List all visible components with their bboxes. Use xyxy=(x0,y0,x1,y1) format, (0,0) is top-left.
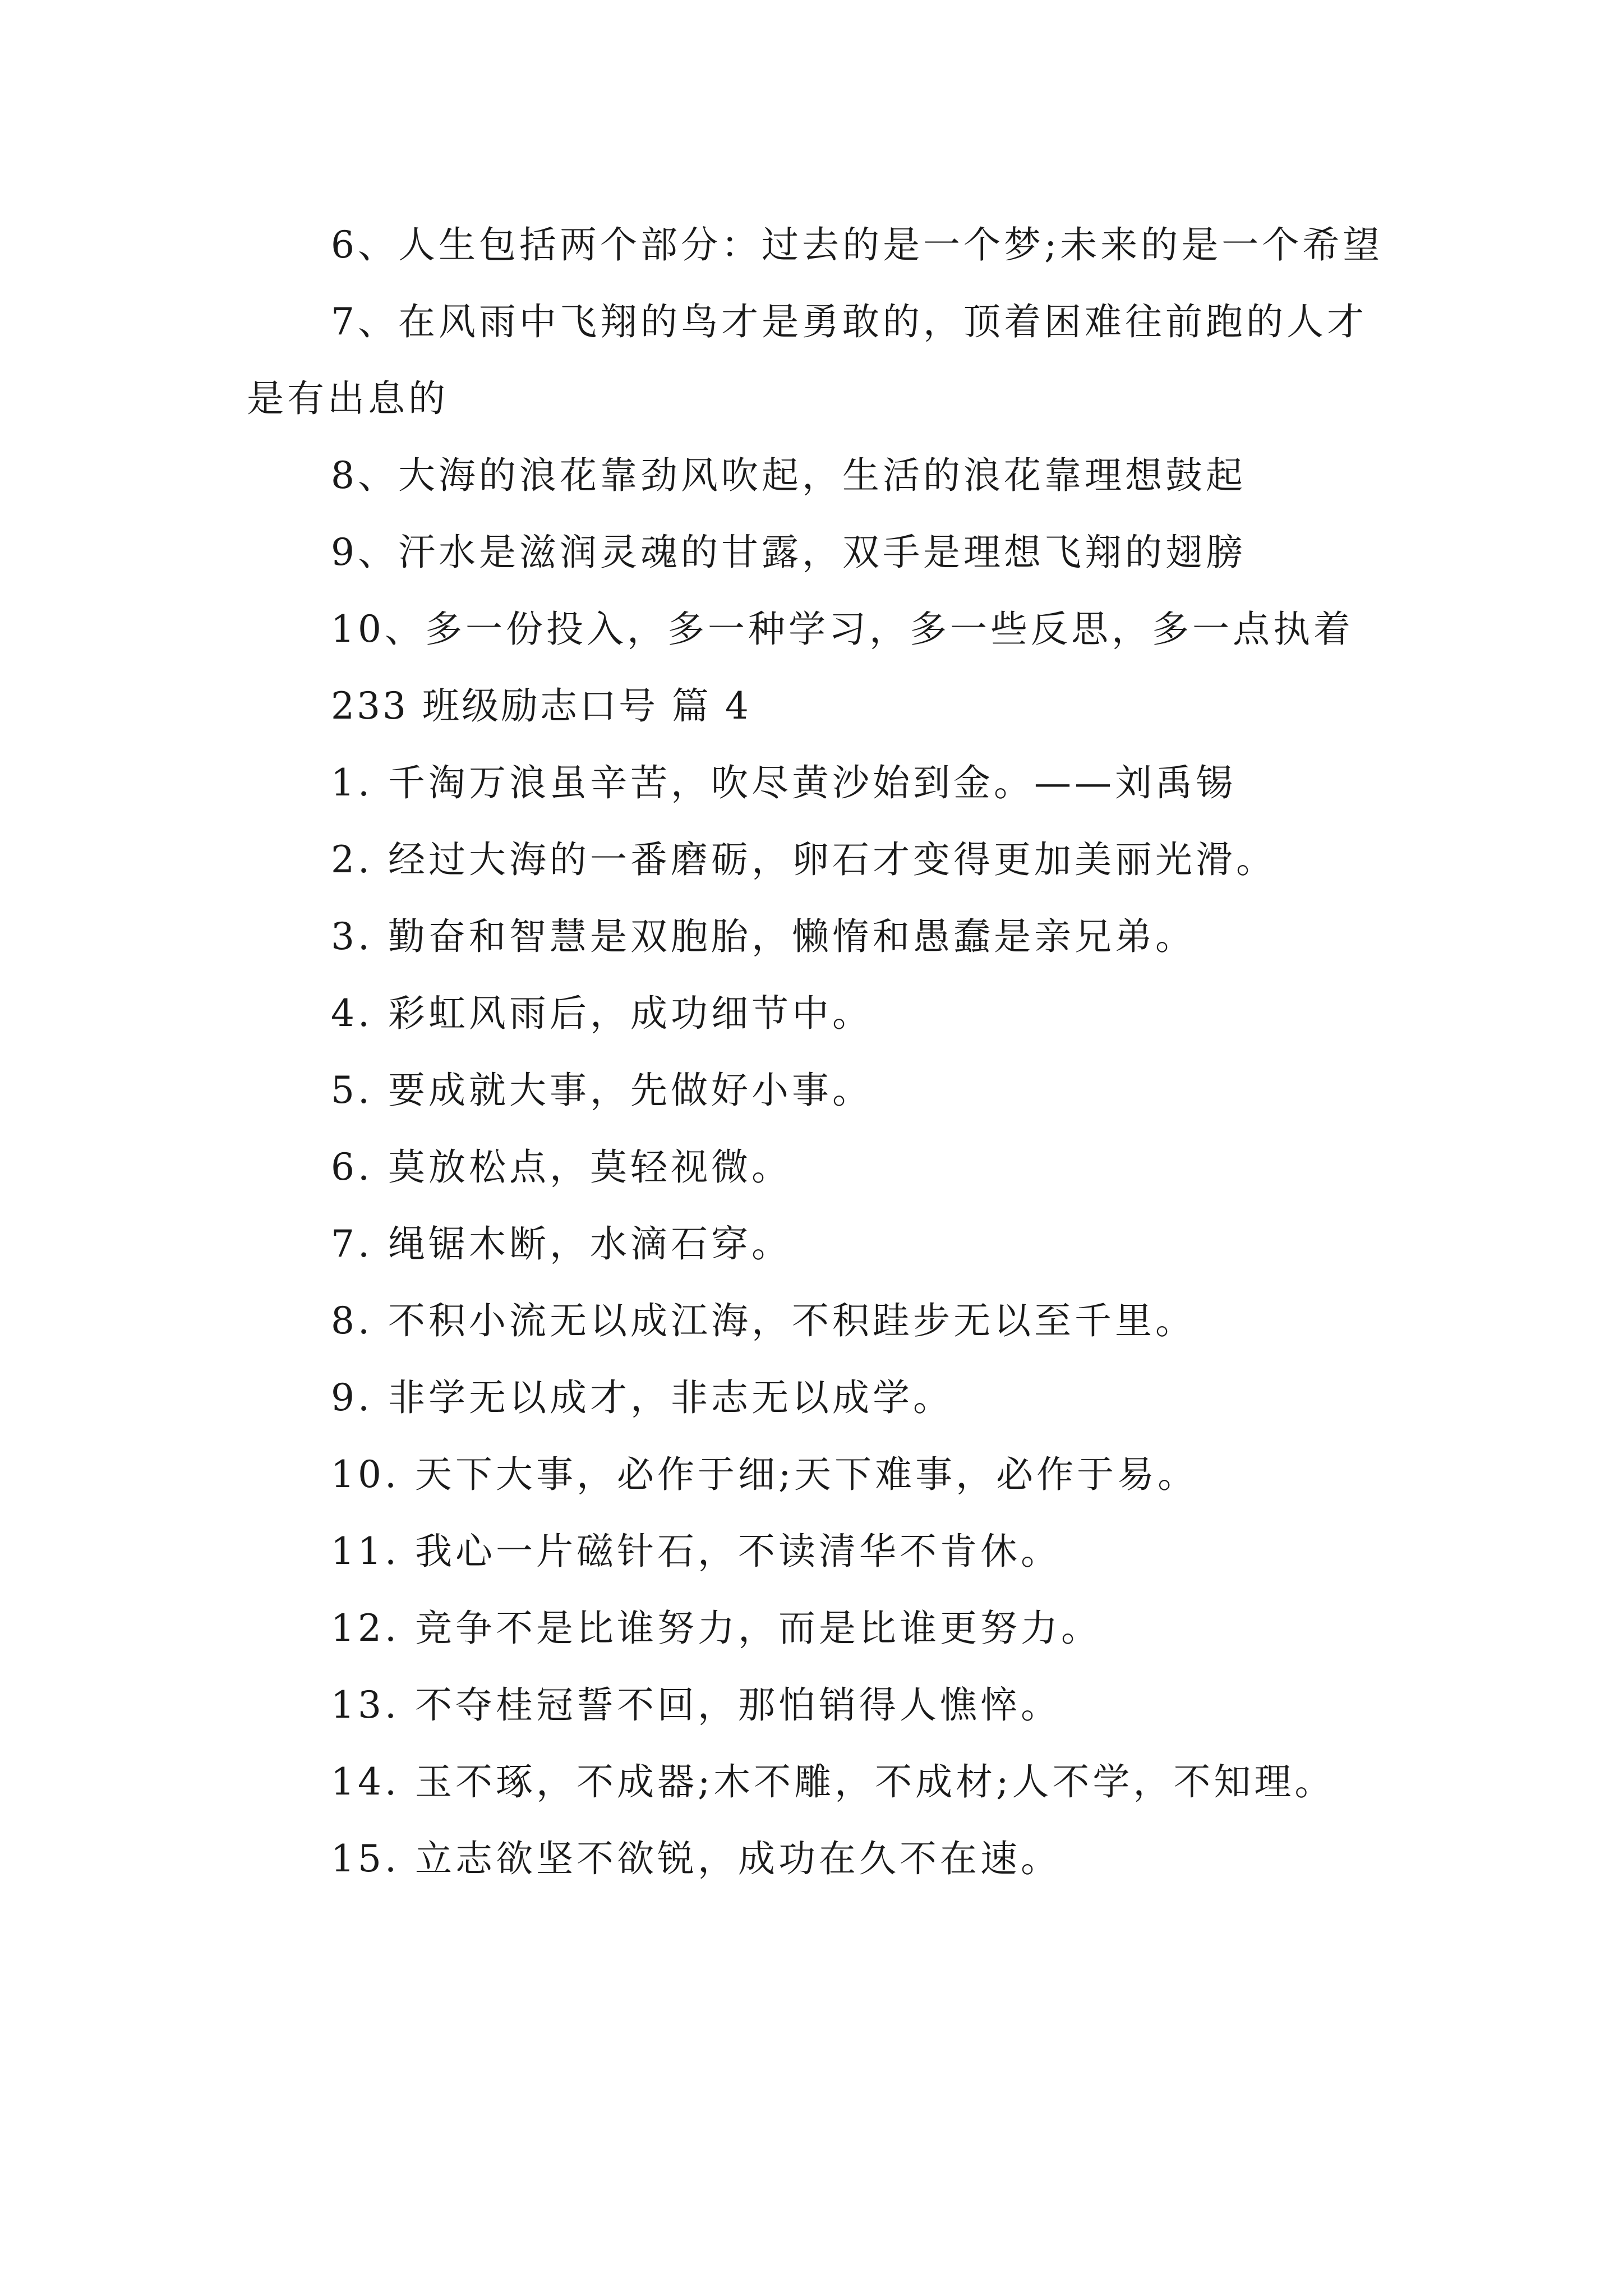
list-item: 13. 不夺桂冠誓不回，那怕销得人憔悴。 xyxy=(331,1683,1061,1727)
list-item: 14. 玉不琢，不成器;木不雕，不成材;人不学，不知理。 xyxy=(331,1760,1335,1803)
list-item: 8、大海的浪花靠劲风吹起，生活的浪花靠理想鼓起 xyxy=(331,454,1246,497)
list-item: 5. 要成就大事，先做好小事。 xyxy=(331,1069,873,1112)
list-item: 7、在风雨中飞翔的鸟才是勇敢的，顶着困难往前跑的人才是有出息的 xyxy=(247,300,1367,420)
list-item: 10、多一份投入，多一种学习，多一些反思，多一点执着 xyxy=(331,608,1354,651)
list-item: 6. 莫放松点，莫轻视微。 xyxy=(331,1145,792,1189)
list-item: 3. 勤奋和智慧是双胞胎，懒惰和愚蠢是亲兄弟。 xyxy=(331,915,1196,958)
list-item: 9、汗水是滋润灵魂的甘露，双手是理想飞翔的翅膀 xyxy=(331,531,1246,574)
document-body xyxy=(247,206,1391,1897)
list-item: 11. 我心一片磁针石，不读清华不肯休。 xyxy=(331,1530,1061,1573)
list-item: 12. 竞争不是比谁努力，而是比谁更努力。 xyxy=(331,1607,1101,1650)
list-item: 10. 天下大事，必作于细;天下难事，必作于易。 xyxy=(331,1453,1198,1496)
section-heading: 233 班级励志口号 篇 4 xyxy=(331,684,751,728)
list-item: 9. 非学无以成才，非志无以成学。 xyxy=(331,1376,953,1419)
list-item: 4. 彩虹风雨后，成功细节中。 xyxy=(331,992,873,1035)
list-item: 7. 绳锯木断，水滴石穿。 xyxy=(331,1222,792,1266)
list-item: 15. 立志欲坚不欲锐，成功在久不在速。 xyxy=(331,1837,1061,1880)
list-item: 1. 千淘万浪虽辛苦，吹尽黄沙始到金。——刘禹锡 xyxy=(331,761,1236,804)
list-item: 8. 不积小流无以成江海，不积跬步无以至千里。 xyxy=(331,1299,1196,1342)
list-item: 6、人生包括两个部分：过去的是一个梦;未来的是一个希望 xyxy=(331,223,1384,266)
list-item: 2. 经过大海的一番磨砺，卵石才变得更加美丽光滑。 xyxy=(331,838,1276,881)
